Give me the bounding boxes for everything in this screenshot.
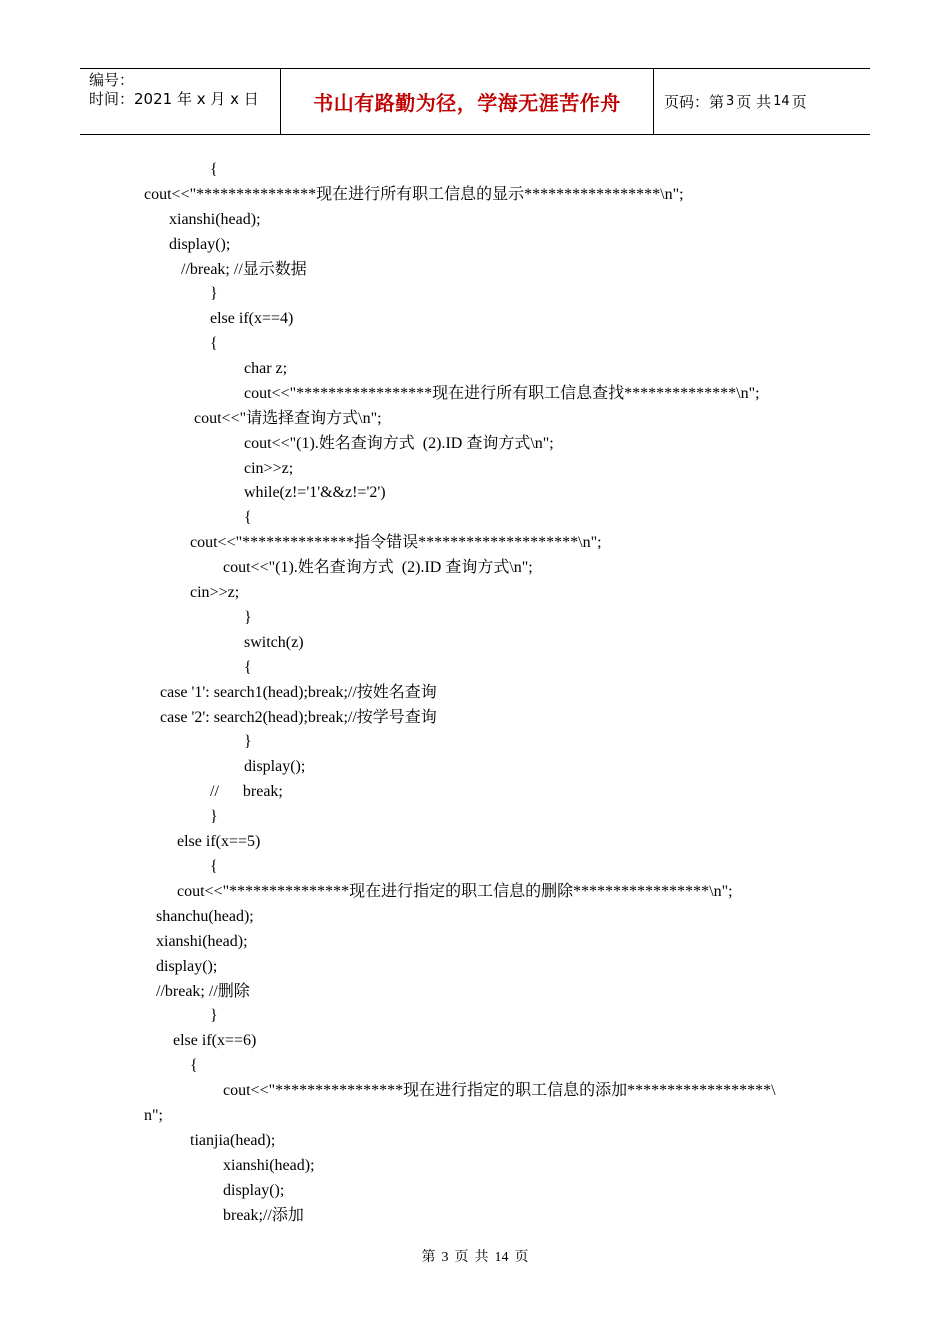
code-line: { bbox=[244, 509, 252, 526]
code-line: case '1': search1(head);break;//按姓名查询 bbox=[160, 684, 437, 701]
code-line: cout<<"请选择查询方式\n"; bbox=[194, 410, 382, 427]
number-label: 编号： bbox=[89, 71, 135, 89]
code-line: xianshi(head); bbox=[223, 1157, 315, 1174]
code-line: xianshi(head); bbox=[169, 211, 261, 228]
code-line: else if(x==5) bbox=[177, 833, 261, 850]
code-line: char z; bbox=[244, 360, 288, 377]
page-header bbox=[80, 68, 870, 135]
code-line: cout<<"***************现在进行所有职工信息的显示*****************\n"; bbox=[144, 186, 684, 203]
code-line: cin>>z; bbox=[190, 584, 240, 601]
code-line: cout<<"*****************现在进行所有职工信息查找**************\n"; bbox=[244, 385, 760, 402]
page-suffix: 页 bbox=[791, 93, 807, 111]
code-line: shanchu(head); bbox=[156, 908, 254, 925]
code-line: { bbox=[210, 335, 218, 352]
footer-word: 共 bbox=[474, 1250, 489, 1265]
code-line: } bbox=[244, 733, 252, 750]
code-line: xianshi(head); bbox=[156, 933, 248, 950]
code-line: display(); bbox=[169, 236, 231, 253]
code-line: } bbox=[244, 609, 252, 626]
page-prefix: 页码：第 bbox=[664, 93, 725, 111]
header-motto: 书山有路勤为径，学海无涯苦作舟 bbox=[281, 69, 654, 134]
code-line: else if(x==4) bbox=[210, 310, 294, 327]
code-line: cout<<"****************现在进行指定的职工信息的添加******************\ bbox=[223, 1082, 776, 1099]
code-line: switch(z) bbox=[244, 634, 304, 651]
code-line: cout<<"(1).姓名查询方式 (2).ID 查询方式\n"; bbox=[244, 435, 554, 452]
code-line: display(); bbox=[156, 958, 218, 975]
code-line: //break; //显示数据 bbox=[181, 261, 307, 278]
code-line: tianjia(head); bbox=[190, 1132, 276, 1149]
footer-current-page: 3 bbox=[441, 1250, 449, 1265]
header-page-info bbox=[654, 69, 870, 134]
code-line: cout<<"(1).姓名查询方式 (2).ID 查询方式\n"; bbox=[223, 559, 533, 576]
page-footer bbox=[0, 1246, 950, 1266]
code-line: break;//添加 bbox=[223, 1207, 304, 1224]
page-total: 14 bbox=[773, 94, 790, 109]
code-line: case '2': search2(head);break;//按学号查询 bbox=[160, 709, 437, 726]
code-line: cout<<"***************现在进行指定的职工信息的删除*****************\n"; bbox=[177, 883, 733, 900]
footer-word: 页 bbox=[514, 1250, 529, 1265]
code-line: display(); bbox=[244, 758, 306, 775]
code-line: display(); bbox=[223, 1182, 285, 1199]
code-line: } bbox=[210, 285, 218, 302]
code-line: { bbox=[210, 858, 218, 875]
footer-word: 第 bbox=[421, 1250, 436, 1265]
code-line: { bbox=[190, 1057, 198, 1074]
code-line: } bbox=[210, 808, 218, 825]
code-line: //break; //删除 bbox=[156, 983, 250, 1000]
code-line: else if(x==6) bbox=[173, 1032, 257, 1049]
header-meta bbox=[80, 69, 281, 134]
code-line: cout<<"**************指令错误********************\n"; bbox=[190, 534, 602, 551]
page-mid: 页 共 bbox=[736, 93, 772, 111]
footer-word: 页 bbox=[454, 1250, 469, 1265]
date-label: 时间：2021 年 x 月 x 日 bbox=[89, 90, 259, 108]
code-line: while(z!='1'&&z!='2') bbox=[244, 484, 386, 501]
footer-total-pages: 14 bbox=[494, 1250, 509, 1265]
code-line: } bbox=[210, 1007, 218, 1024]
page-current: 3 bbox=[726, 94, 735, 109]
code-line: n"; bbox=[144, 1107, 163, 1124]
code-line: cin>>z; bbox=[244, 460, 294, 477]
code-line: { bbox=[210, 161, 218, 178]
code-line: { bbox=[244, 659, 252, 676]
code-line: // break; bbox=[210, 783, 283, 800]
